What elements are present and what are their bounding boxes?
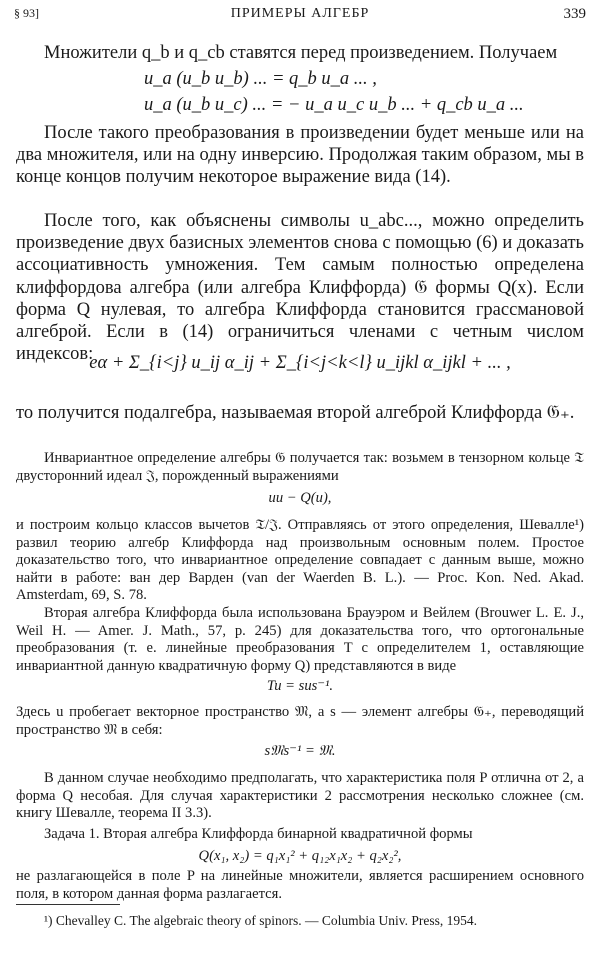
section-number: § 93] [14, 6, 39, 20]
paragraph-text: Множители q_b и q_cb ставятся перед произведением. Получаем [44, 43, 558, 63]
paragraph-text: то получится подалгебра, называемая второй алгеброй Клиффорда 𝔊₊. [16, 403, 575, 423]
paragraph-text: не разлагающейся в поле P на линейные множители, является расширением основного поля, в котором данная форма разлагается. [16, 868, 584, 902]
formula-6 [0, 743, 600, 761]
small-paragraph-6 [0, 826, 600, 844]
small-paragraph-4 [0, 704, 600, 739]
paragraph-4 [0, 402, 600, 424]
formula-text: s𝔐s⁻¹ = 𝔐. [264, 743, 336, 759]
formula-text: u_a (u_b u_b) ... = q_b u_a ... , [144, 69, 377, 89]
footnote-text: ¹) Chevalley C. The algebraic theory of spinors. — Columbia Univ. Press, 1954. [44, 913, 477, 928]
formula-text: eα + Σ_{i<j} u_ij α_ij + Σ_{i<j<k<l} u_ijkl α_ijkl + ... , [89, 353, 511, 373]
small-paragraph-1 [0, 450, 600, 485]
paragraph-text: В данном случае необходимо предполагать, что характеристика поля P отлична от 2, а форма Q несобая. Для случая характеристики 2 рассмотрения несколько сложнее (см. книгу Шевалле, теорема II 3.3). [16, 770, 584, 822]
paragraph-text: После такого преобразования в произведении будет меньше или на два множителя, или на одну инверсию. Продолжая таким образом, мы в конце концов получим некоторое выражение вида (14). [16, 123, 584, 188]
formula-2 [0, 94, 600, 116]
paragraph-text: После того, как объяснены символы u_abc..., можно определить произведение двух базисных элементов снова с помощью (6) и доказать ассоциативность умножения. Тем самым полностью определена клиффордова алгебра (или алгебра Клиффорда) 𝔊 формы Q(x). Если форма Q нулевая, то алгебра Клиффорда становится грассмановой алгеброй. Если в (14) ограничиться членами с четным числом индексов: [16, 211, 584, 365]
paragraph-text: Здесь u пробегает векторное пространство 𝔐, а s — элемент алгебры 𝔊₊, переводящий пространство 𝔐 в себя: [16, 704, 584, 738]
formula-text: uu − Q(u), [268, 490, 332, 506]
footnote [0, 912, 600, 929]
paragraph-2 [0, 122, 600, 189]
paragraph-text: и построим кольцо классов вычетов 𝔗/𝔍. Отправляясь от этого определения, Шевалле¹) развил теорию алгебр Клиффорда над произвольным основным полем. Простое доказательство того, что инвариантное определение совпадает с данным выше, можно найти в работе: ван дер Варден (van der Waerden B. L.). — Proc. Kon. Ned. Akad. Amsterdam, 69, S. 78. [16, 517, 584, 604]
running-title: ПРИМЕРЫ АЛГЕБР [230, 6, 370, 21]
small-paragraph-2 [0, 517, 600, 605]
formula-text: Q(x₁, x₂) = q₁x₁² + q₁₂x₁x₂ + q₂x₂², [198, 848, 402, 864]
formula-text: Tu = sus⁻¹. [266, 678, 334, 694]
footnote-divider [16, 904, 120, 905]
paragraph-1 [0, 42, 600, 64]
paragraph-text: Инвариантное определение алгебры 𝔊 получается так: возьмем в тензорном кольце 𝔗 двусторонний идеал 𝔍, порожденный выражениями [16, 450, 584, 484]
formula-3 [0, 352, 600, 374]
paragraph-3 [0, 210, 600, 365]
formula-1 [0, 68, 600, 90]
formula-text: u_a (u_b u_c) ... = − u_a u_c u_b ... + q_cb u_a ... [144, 95, 524, 115]
small-paragraph-7 [0, 868, 600, 903]
page-number: 339 [563, 6, 586, 22]
small-paragraph-5 [0, 770, 600, 823]
paragraph-text: Вторая алгебра Клиффорда была использована Брауэром и Вейлем (Brouwer L. E. J., Weil H. — Amer. J. Math., 57, p. 245) для доказательства того, что ортогональные преобразования (т. е. линейные преобразования T с определителем 1, оставляющие инвариантной данную квадратичную форму Q) представляются в виде [16, 605, 584, 674]
page-header [14, 6, 586, 28]
formula-7 [0, 848, 600, 866]
formula-5 [0, 678, 600, 696]
formula-4 [0, 490, 600, 508]
paragraph-text: Задача 1. Вторая алгебра Клиффорда бинарной квадратичной формы [44, 826, 473, 842]
small-paragraph-3 [0, 605, 600, 675]
